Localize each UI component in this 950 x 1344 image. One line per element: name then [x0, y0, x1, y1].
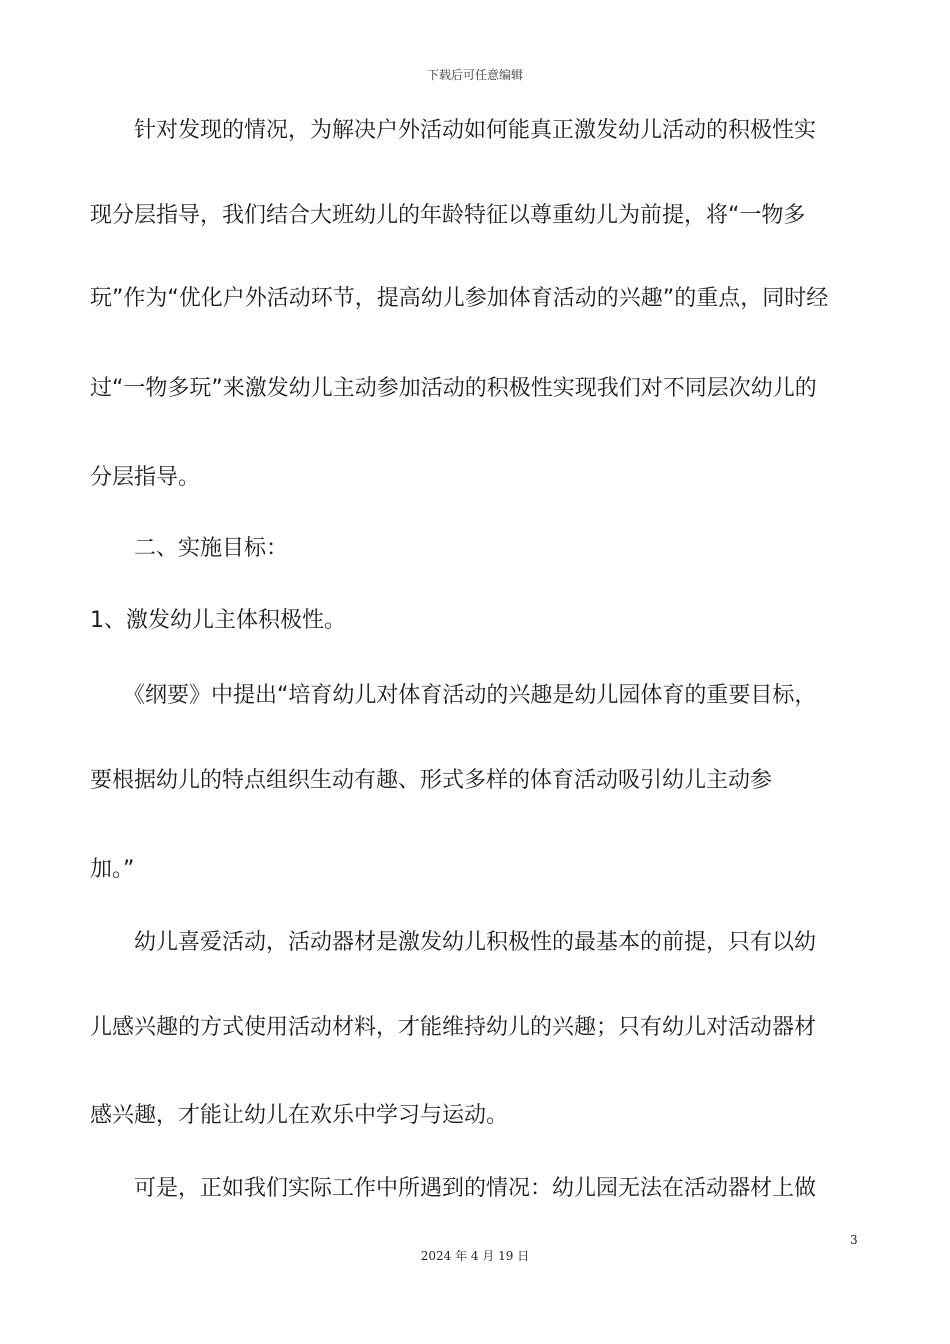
- subsection-heading: 1、激发幼儿主体积极性。: [90, 608, 346, 633]
- text-line: 要根据幼儿的特点组织生动有趣、形式多样的体育活动吸引幼儿主动参: [90, 768, 773, 793]
- page-number: 3: [850, 1233, 858, 1247]
- text-line: 幼儿喜爱活动，活动器材是激发幼儿积极性的最基本的前提，只有以幼: [90, 930, 817, 955]
- section-heading: 二、实施目标：: [90, 536, 289, 561]
- text-line: 玩”作为“优化户外活动环节，提高幼儿参加体育活动的兴趣”的重点，同时经: [90, 286, 829, 311]
- text-line: 分层指导。: [90, 465, 201, 490]
- text-line: 针对发现的情况，为解决户外活动如何能真正激发幼儿活动的积极性实: [90, 118, 817, 143]
- text-line: 可是，正如我们实际工作中所遇到的情况：幼儿园无法在活动器材上做: [90, 1176, 817, 1201]
- text-line: 感兴趣，才能让幼儿在欢乐中学习与运动。: [90, 1103, 509, 1128]
- text-line: 儿感兴趣的方式使用活动材料，才能维持幼儿的兴趣；只有幼儿对活动器材: [90, 1015, 817, 1040]
- page-header: 下载后可任意编辑: [426, 68, 523, 82]
- footer-date: 2024 年 4 月 19 日: [420, 1249, 530, 1263]
- text-line: 《纲要》中提出“培育幼儿对体育活动的兴趣是幼儿园体育的重要目标，: [90, 683, 817, 708]
- text-line: 现分层指导，我们结合大班幼儿的年龄特征以尊重幼儿为前提，将“一物多: [90, 203, 806, 228]
- text-line: 过“一物多玩”来激发幼儿主动参加活动的积极性实现我们对不同层次幼儿的: [90, 376, 817, 401]
- text-line: 加。”: [90, 857, 135, 882]
